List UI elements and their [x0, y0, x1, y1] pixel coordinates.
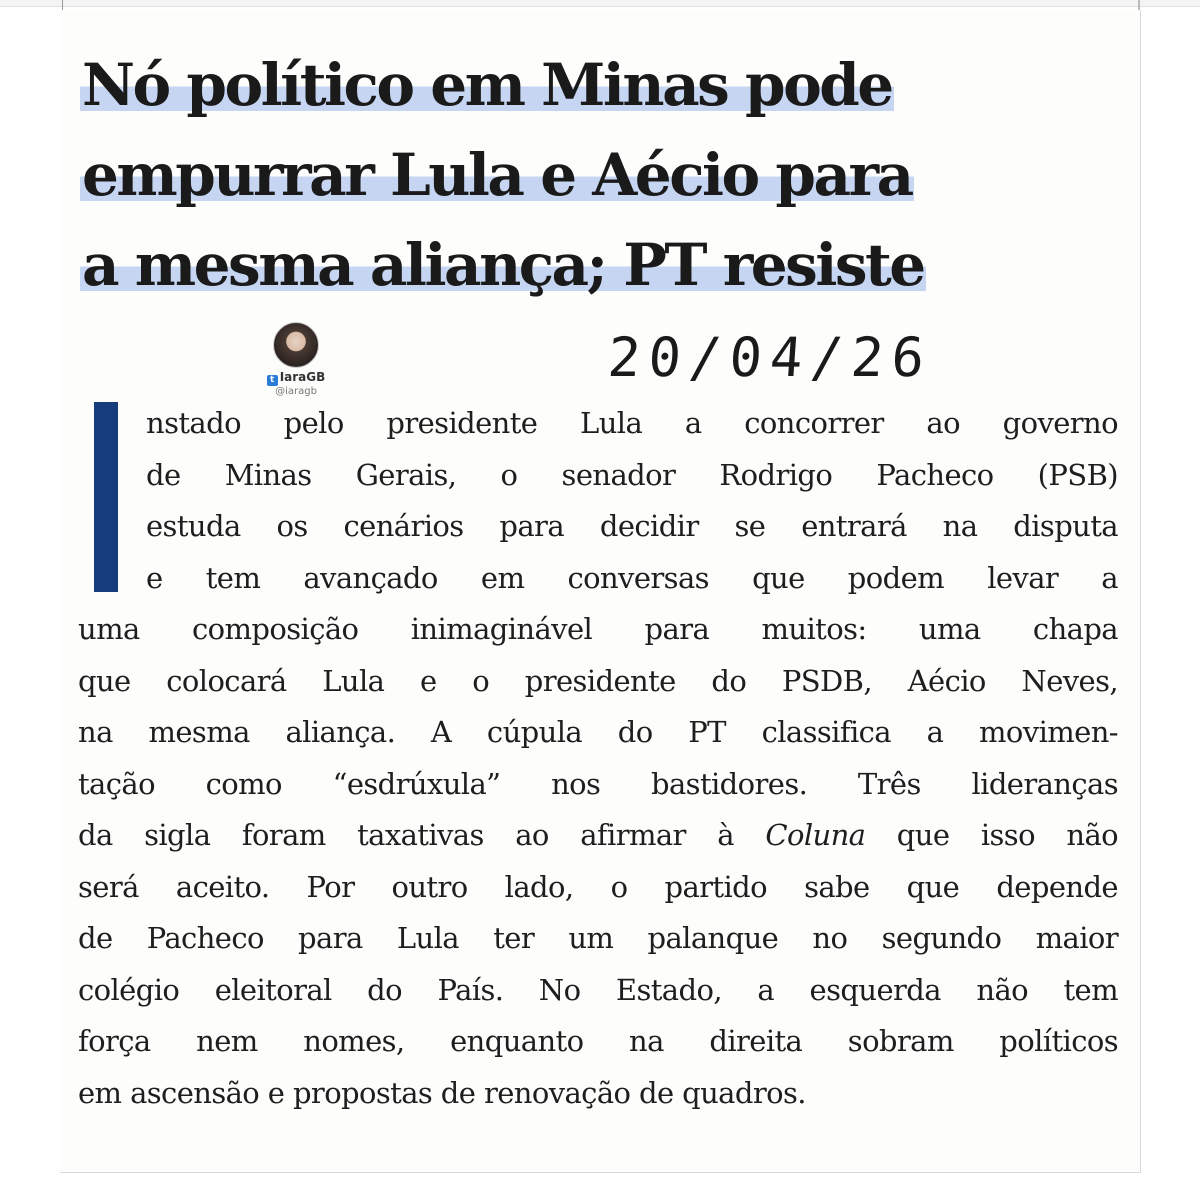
body-line: colégio eleitoral do País. No Estado, a esquerda não tem	[78, 972, 1118, 1007]
body-line: força nem nomes, enquanto na direita sobram políticos	[78, 1024, 1118, 1058]
handwritten-date: 20/04/26	[605, 326, 935, 389]
headline	[80, 40, 1100, 310]
watermark	[256, 322, 336, 398]
body-line: e tem avançado em conversas que podem levar a	[146, 560, 1118, 595]
watermark-handle: @iaragb	[275, 386, 317, 397]
body-line: tação como “esdrúxula” nos bastidores. Três lideranças	[78, 766, 1118, 801]
headline-line-2: empurrar Lula e Aécio para	[82, 141, 912, 209]
watermark-name: IaraGB	[279, 370, 326, 384]
avatar	[273, 322, 319, 368]
headline-line-3: a mesma aliança; PT resiste	[82, 231, 924, 299]
body-line: nstado pelo presidente Lula a concorrer ao governo	[146, 406, 1118, 440]
headline-line-1: Nó político em Minas pode	[82, 51, 892, 119]
article-body	[78, 398, 1118, 1119]
watermark-name-row	[256, 370, 336, 386]
body-line: estuda os cenários para decidir se entrará na disputa	[146, 509, 1118, 543]
body-line: que colocará Lula e o presidente do PSDB, Aécio Neves,	[78, 663, 1118, 698]
body-line: uma composição inimaginável para muitos: uma chapa	[78, 612, 1118, 646]
twitter-icon: t	[267, 375, 278, 386]
column-name: Coluna	[765, 818, 866, 852]
body-line: em ascensão e propostas de renovação de quadros.	[78, 1075, 806, 1110]
body-line: da sigla foram taxativas ao afirmar à Coluna que isso não	[78, 818, 1119, 852]
body-line: na mesma aliança. A cúpula do PT classifica a movimen-	[78, 715, 1118, 749]
top-rule	[0, 0, 1200, 7]
body-line: será aceito. Por outro lado, o partido sabe que depende	[78, 869, 1118, 904]
body-line: de Minas Gerais, o senador Rodrigo Pacheco (PSB)	[146, 457, 1118, 492]
body-line: de Pacheco para Lula ter um palanque no segundo maior	[78, 921, 1118, 955]
